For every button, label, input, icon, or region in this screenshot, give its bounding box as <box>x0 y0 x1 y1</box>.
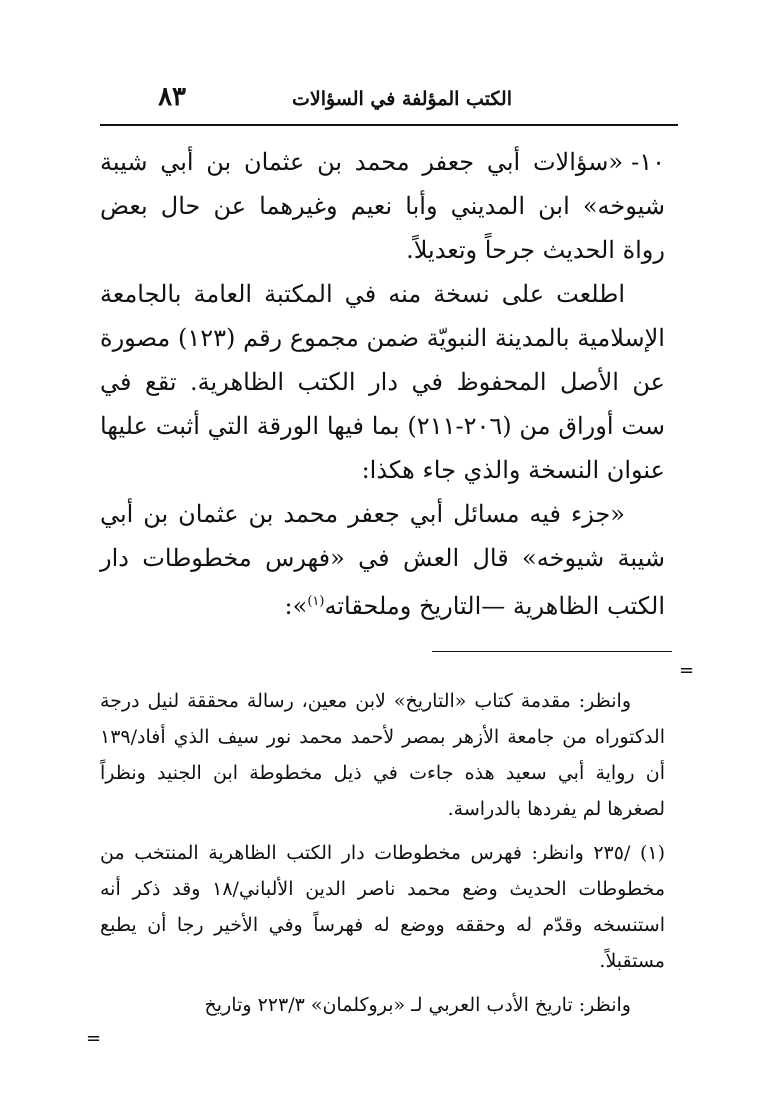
footnote-1: (١) /٢٣٥ وانظر: فهرس مخطوطات دار الكتب الظاهرية المنتخب من مخطوطات الحديث وضع محمد ناصر الدين الألباني/١٨ وقد ذكر أنه استنسخه وقدّم له وحققه ووضع له فهرساً وفي الأخير رجا أن يطبع مستقبلاً. <box>100 842 665 972</box>
footnote-continuation: وانظر: مقدمة كتاب «التاريخ» لابن معين، رسالة محققة لنيل درجة الدكتوراه من جامعة الأزهر بمصر لأحمد محمد نور سيف الذي أفاد/١٣٩ أن رواية أبي سعيد هذه جاءت في ذيل مخطوطة ابن الجنيد ونظراً لصغرها لم يفردها بالدراسة. <box>100 690 665 820</box>
footnote-separator <box>432 651 672 652</box>
running-header <box>100 78 678 126</box>
item-number: ١٠- <box>631 148 665 176</box>
main-text <box>100 130 665 628</box>
continuation-mark-top: = <box>679 660 695 681</box>
manuscript-paragraph: اطلعت على نسخة منه في المكتبة العامة بالجامعة الإسلامية بالمدينة النبويّة ضمن مجموع رقم (١٢٣) مصورة عن الأصل المحفوظ في دار الكتب الظاهرية. تقع في ست أوراق من (٢٠٦-٢١١) بما فيها الورقة التي أثبت عليها عنوان النسخة والذي جاء هكذا: <box>100 280 665 484</box>
title-quote-paragraph <box>100 492 665 628</box>
footnotes <box>100 683 665 1031</box>
page-number: ٨٣ <box>158 82 186 112</box>
footnote-ref: (١) <box>307 594 325 609</box>
header-rule <box>100 124 678 126</box>
entry-text: «سؤالات أبي جعفر محمد بن عثمان بن أبي شيبة شيوخه» ابن المديني وأبا نعيم وغيرهما عن حال بعض رواة الحديث جرحاً وتعديلاً. <box>100 148 665 264</box>
footnote-continuation-next: وانظر: تاريخ الأدب العربي لـ «بروكلمان» ٢٢٣/٣ وتاريخ <box>204 994 631 1016</box>
continuation-mark-bottom: = <box>86 1028 102 1049</box>
running-title: الكتب المؤلفة في السؤالات <box>291 88 512 110</box>
quote-close: »: <box>284 592 308 620</box>
entry-paragraph <box>100 140 665 272</box>
quote-text: «جزء فيه مسائل أبي جعفر محمد بن عثمان بن أبي شيبة شيوخه» قال العش في «فهرس مخطوطات دار الكتب الظاهرية —التاريخ وملحقاته <box>100 500 665 620</box>
